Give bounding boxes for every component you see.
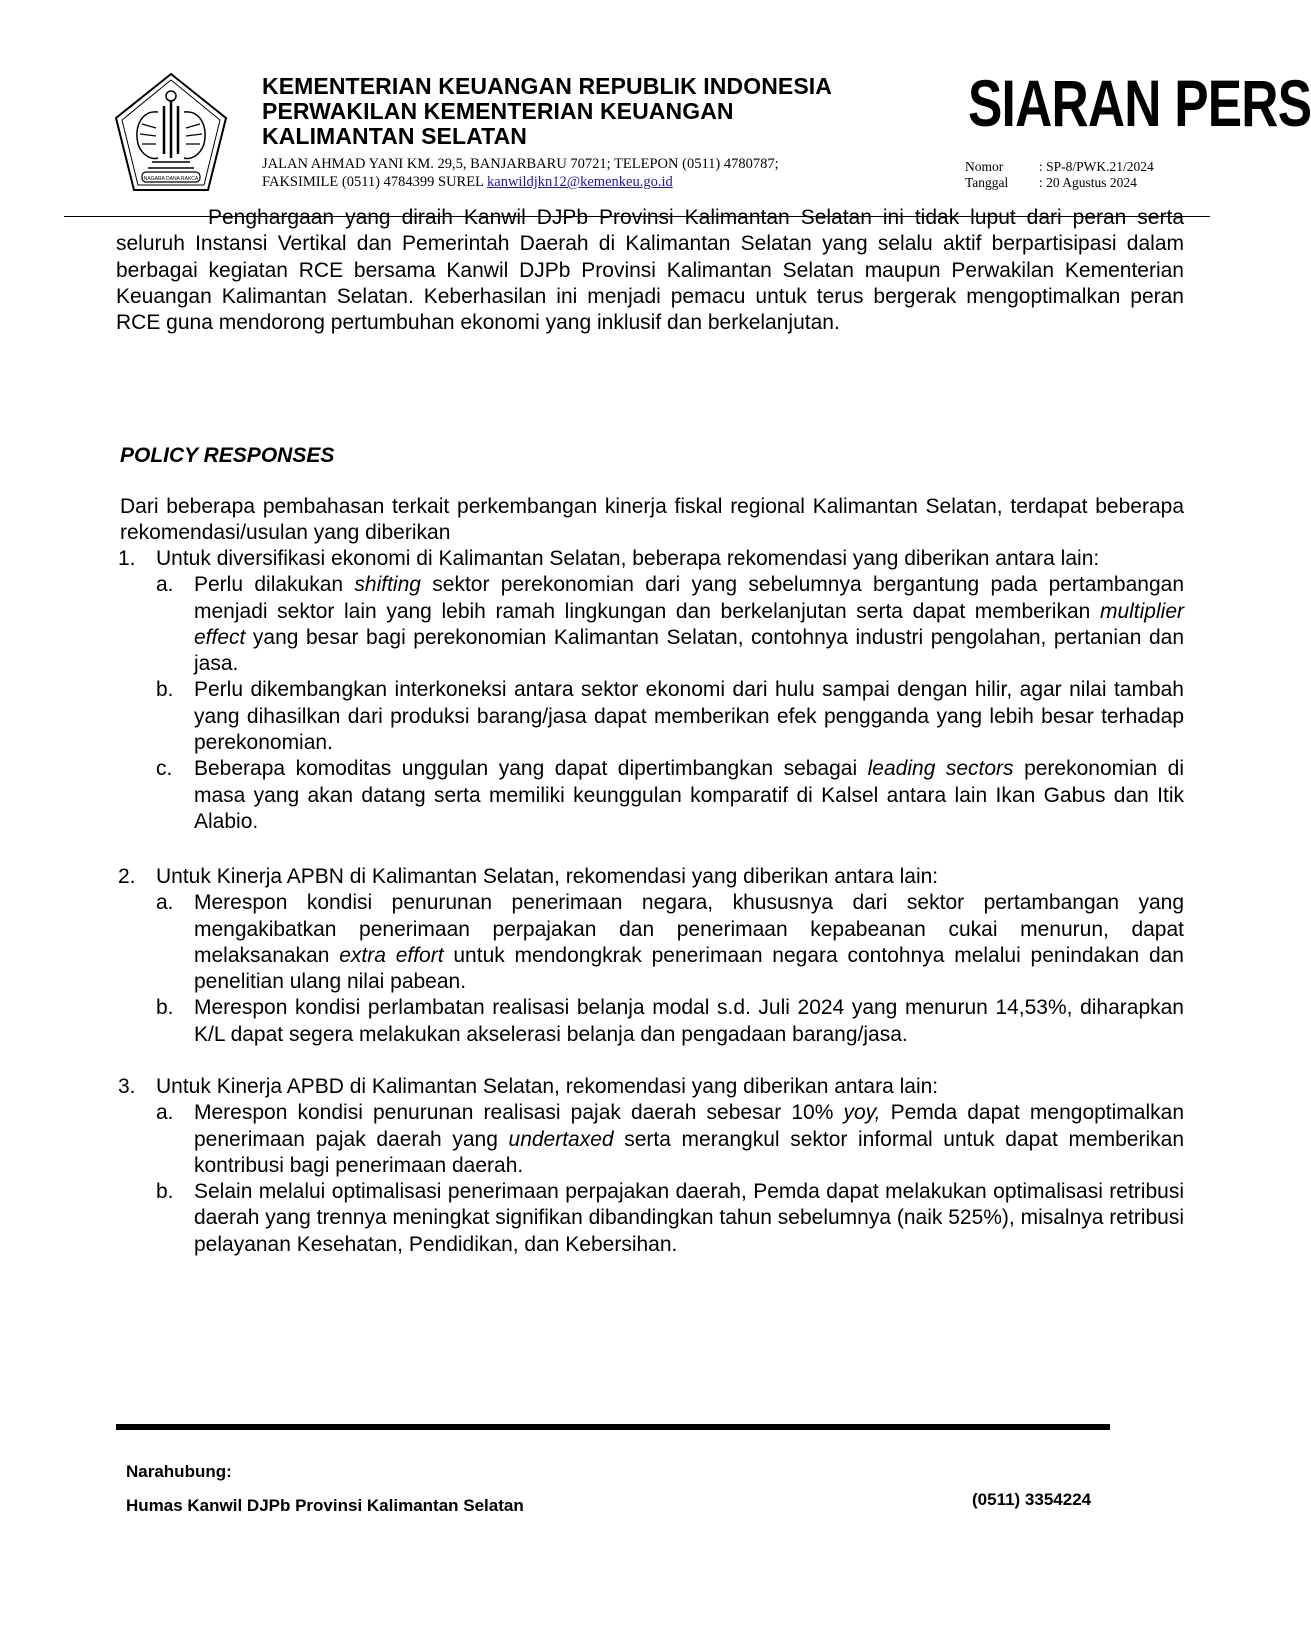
- release-date-value: : 20 Agustus 2024: [1039, 175, 1137, 190]
- logo-motto: NAGARA DANA RAKCA: [143, 176, 199, 182]
- office-address: [262, 155, 902, 191]
- ministry-of-finance-emblem-icon: [112, 72, 230, 194]
- sub-item-text: Perlu dikembangkan interkoneksi antara sektor ekonomi dari hulu sampai dengan hilir, agar nilai tambah yang dihasilkan dari produksi barang/jasa dapat memberikan efek pengganda yang lebih besar terhadap perekonomian.: [194, 678, 1184, 755]
- sub-item: [156, 1100, 1184, 1179]
- italic-term: extra effort: [339, 943, 444, 967]
- address-line-2: [262, 173, 902, 191]
- sub-item-text: [194, 890, 1184, 995]
- sub-item: [156, 890, 1184, 995]
- item-heading: [118, 864, 1184, 890]
- sub-item: [156, 1179, 1184, 1258]
- sub-item-letter: c.: [156, 757, 173, 781]
- fax-text: FAKSIMILE (0511) 4784399 SUREL: [262, 174, 488, 190]
- sub-item-letter: a.: [156, 573, 174, 597]
- italic-term: shifting: [354, 573, 421, 597]
- sub-item-text: [194, 572, 1184, 677]
- item-heading: [118, 1074, 1184, 1100]
- email-link[interactable]: kanwildjkn12@kemenkeu.go.id: [487, 174, 673, 190]
- region-name: KALIMANTAN SELATAN: [262, 123, 527, 149]
- lead-paragraph: Dari beberapa pembahasan terkait perkembangan kinerja fiskal regional Kalimantan Selatan, terdapat beberapa rekomendasi/usulan yang diberikan: [120, 495, 1184, 545]
- intro-paragraph: [116, 205, 1184, 336]
- item-heading: [118, 546, 1184, 572]
- sub-item: [156, 995, 1184, 1048]
- sub-item-text: Selain melalui optimalisasi penerimaan perpajakan daerah, Pemda dapat melakukan optimalisasi retribusi daerah yang trennya meningkat signifikan dibandingkan tahun sebelumnya (naik 525%), misalnya retribusi pelayanan Kesehatan, Pendidikan, dan Kebersihan.: [194, 1180, 1184, 1256]
- release-date-row: [965, 175, 1154, 191]
- recommendation-item-1: [118, 546, 1184, 835]
- sub-item: [156, 756, 1184, 835]
- sub-item-text: [194, 1100, 1184, 1179]
- recommendation-item-3: [118, 1074, 1184, 1258]
- release-number-row: [965, 159, 1154, 175]
- italic-term: leading sectors: [867, 757, 1014, 781]
- sub-item-letter: a.: [156, 1101, 174, 1125]
- text-run: Perlu dilakukan: [194, 573, 355, 597]
- item-number: 1.: [118, 547, 136, 570]
- italic-term: multiplier effect: [194, 599, 1184, 649]
- item-text: Untuk diversifikasi ekonomi di Kalimantan Selatan, beberapa rekomendasi yang diberikan antara lain:: [156, 547, 1100, 570]
- release-number-value: : SP-8/PWK.21/2024: [1039, 159, 1154, 174]
- office-name: PERWAKILAN KEMENTERIAN KEUANGAN: [262, 98, 734, 124]
- italic-term: undertaxed: [508, 1127, 614, 1151]
- release-number-label: Nomor: [965, 159, 1004, 174]
- contact-phone: (0511) 3354224: [972, 1490, 1092, 1509]
- text-run: untuk mendongkrak penerimaan negara contohnya melalui penindakan dan penelitian ulang nilai pabean.: [194, 943, 1184, 994]
- text-run: Pemda dapat mengoptimalkan penerimaan pajak daerah yang: [194, 1101, 1184, 1151]
- sub-item-letter: b.: [156, 996, 174, 1020]
- item-text: Untuk Kinerja APBD di Kalimantan Selatan, rekomendasi yang diberikan antara lain:: [156, 1075, 939, 1098]
- item-number: 2.: [118, 865, 136, 888]
- italic-term: yoy,: [843, 1101, 881, 1125]
- text-run: yang besar bagi perekonomian Kalimantan Selatan, contohnya industri pengolahan, pertanian dan jasa.: [194, 625, 1184, 676]
- text-run: sektor perekonomian dari yang sebelumnya bergantung pada pertambangan menjadi sektor lain yang lebih ramah lingkungan dan berkelanjutan serta dapat memberikan: [194, 573, 1185, 623]
- section-title: POLICY RESPONSES: [120, 444, 335, 467]
- press-release-label: SIARAN PERS: [968, 66, 1311, 140]
- contact-name: Humas Kanwil DJPb Provinsi Kalimantan Selatan: [126, 1496, 524, 1515]
- footer-divider: [116, 1424, 1110, 1430]
- recommendation-item-2: [118, 864, 1184, 1048]
- letterhead: [262, 74, 902, 191]
- text-run: Merespon kondisi penurunan penerimaan negara, khususnya dari sektor pertambangan yang mengakibatkan penerimaan perpajakan dan penerimaan kepabeanan cukai menurun, dapat melaksanakan: [194, 891, 1184, 967]
- address-line-1: JALAN AHMAD YANI KM. 29,5, BANJARBARU 70721; TELEPON (0511) 4780787;: [262, 156, 779, 172]
- ministry-name: KEMENTERIAN KEUANGAN REPUBLIK INDONESIA: [262, 73, 832, 99]
- sub-item: [156, 572, 1184, 677]
- sub-item-text: [194, 756, 1184, 835]
- item-number: 3.: [118, 1075, 136, 1098]
- sub-item-text: Merespon kondisi perlambatan realisasi belanja modal s.d. Juli 2024 yang menurun 14,53%, diharapkan K/L dapat segera melakukan akselerasi belanja dan pengadaan barang/jasa.: [194, 996, 1184, 1046]
- sub-item-letter: b.: [156, 1180, 174, 1204]
- intro-text: Penghargaan yang diraih Kanwil DJPb Provinsi Kalimantan Selatan ini tidak luput dari peran serta seluruh Instansi Vertikal dan Pemerintah Daerah di Kalimantan Selatan yang selalu aktif berpartisipasi dalam berbagai kegiatan RCE bersama Kanwil DJPb Provinsi Kalimantan Selatan maupun Perwakilan Kementerian Keuangan Kalimantan Selatan. Keberhasilan ini menjadi pemacu untuk terus bergerak mengoptimalkan peran RCE guna mendorong pertumbuhan ekonomi yang inklusif dan berkelanjutan.: [116, 206, 1184, 335]
- contact-label: Narahubung:: [126, 1462, 232, 1481]
- text-run: Merespon kondisi penurunan realisasi pajak daerah sebesar 10%: [194, 1101, 844, 1125]
- release-metadata: [965, 159, 1154, 191]
- text-run: serta merangkul sektor informal untuk dapat memberikan kontribusi bagi penerimaan daerah.: [194, 1127, 1185, 1177]
- sub-item-letter: b.: [156, 678, 174, 702]
- item-text: Untuk Kinerja APBN di Kalimantan Selatan, rekomendasi yang diberikan antara lain:: [156, 865, 939, 888]
- sub-item-letter: a.: [156, 891, 174, 915]
- text-run: perekonomian di masa yang akan datang serta memiliki keunggulan komparatif di Kalsel antara lain Ikan Gabus dan Itik Alabio.: [194, 757, 1184, 833]
- text-run: Beberapa komoditas unggulan yang dapat dipertimbangkan sebagai: [194, 757, 868, 781]
- sub-item: [156, 677, 1184, 756]
- release-date-label: Tanggal: [965, 175, 1009, 190]
